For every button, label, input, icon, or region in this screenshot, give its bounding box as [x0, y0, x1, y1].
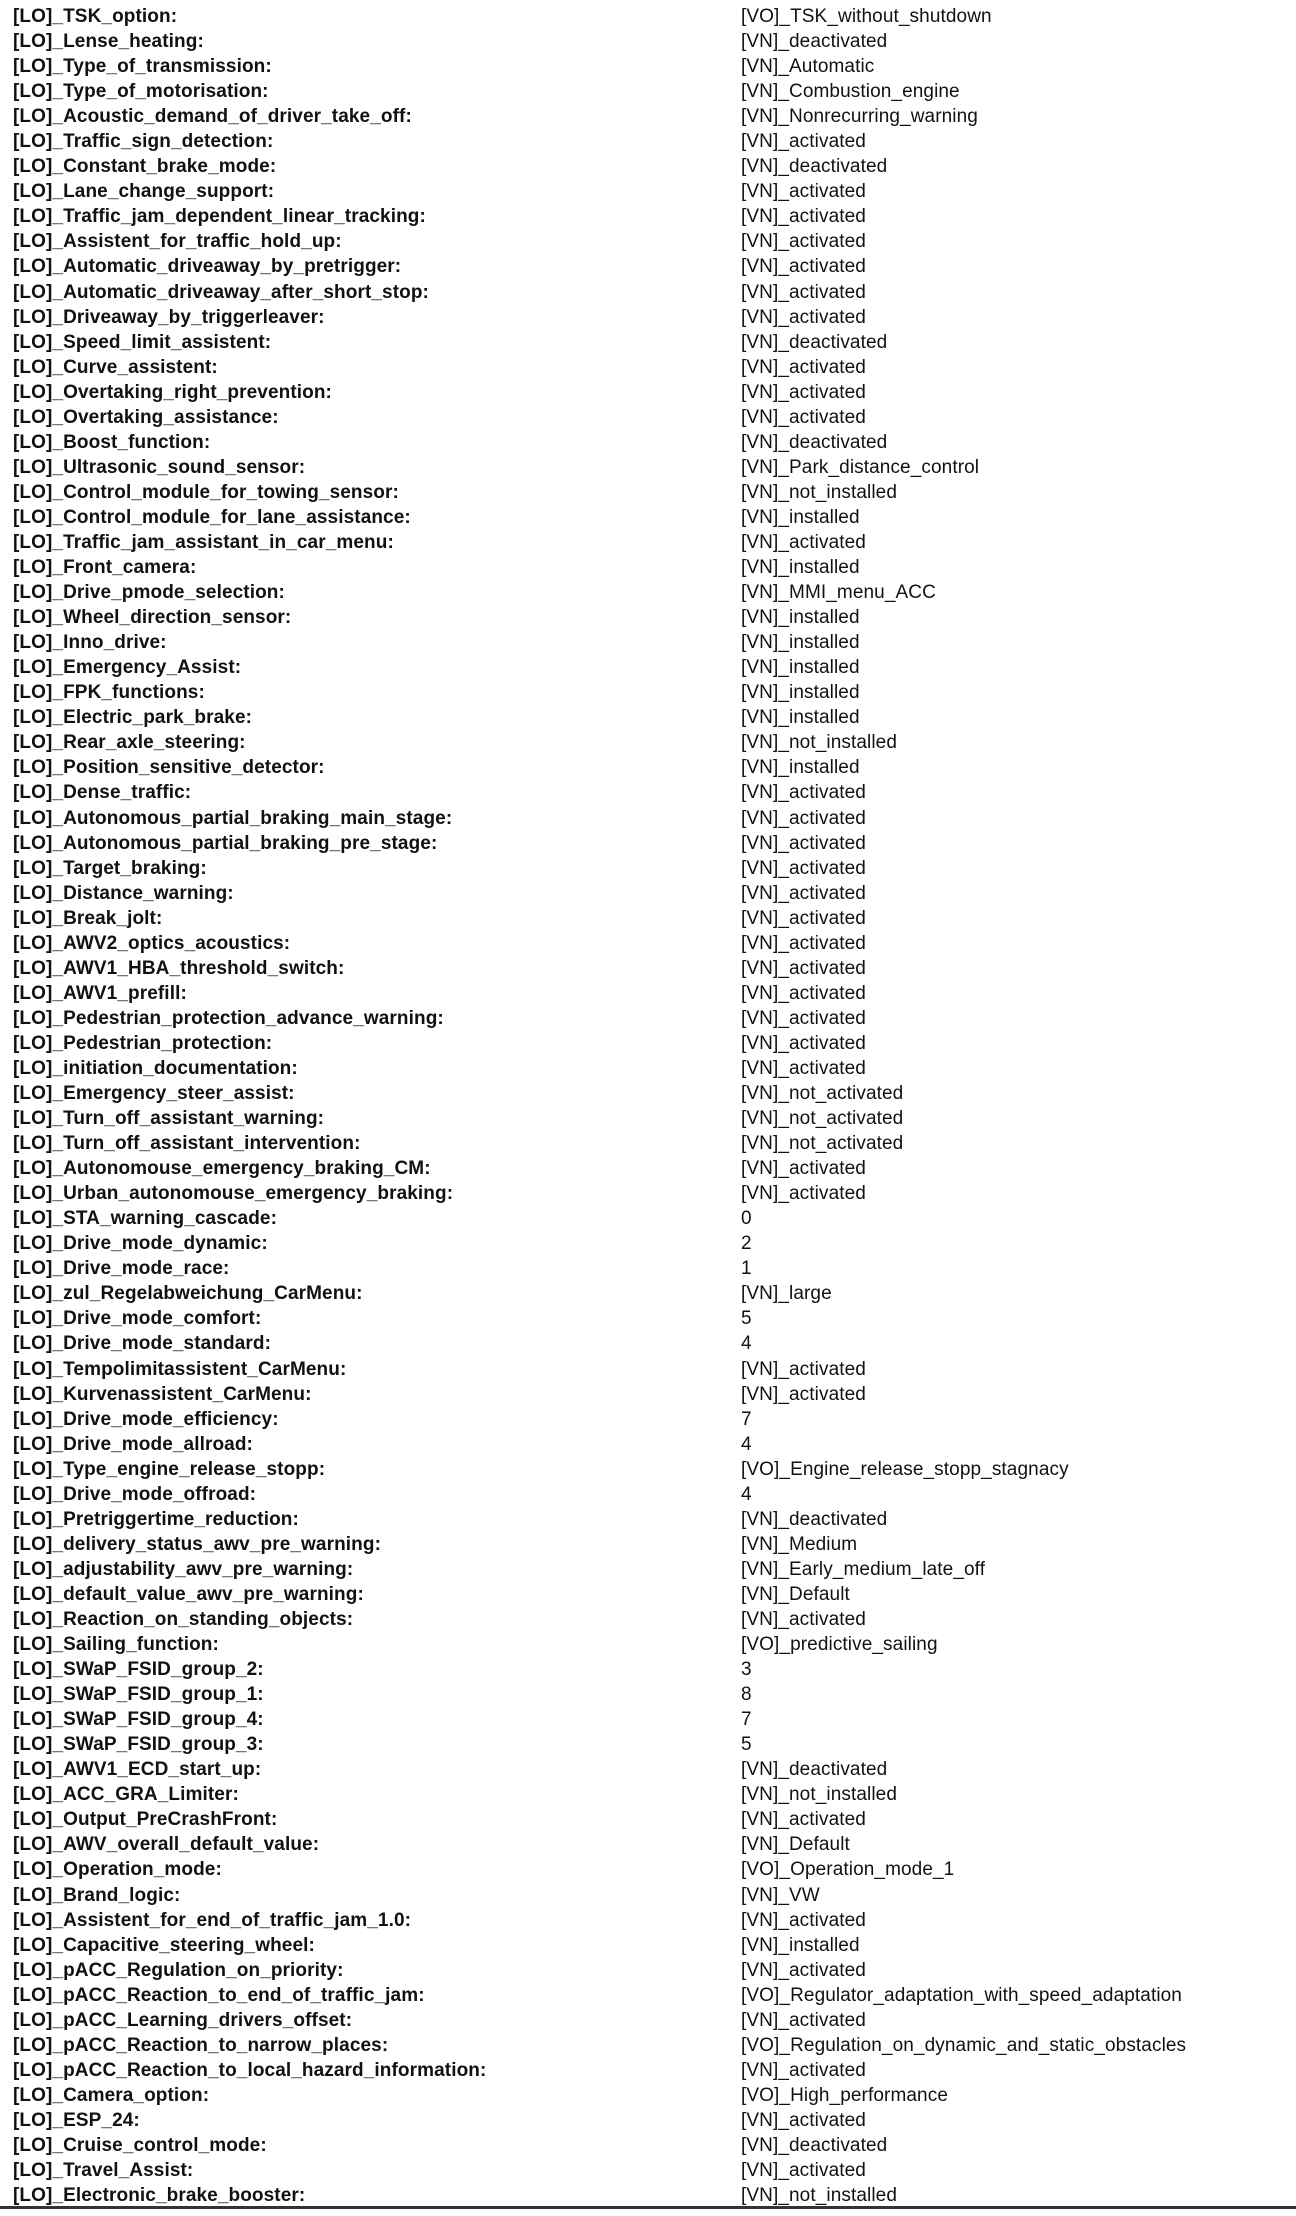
coding-option-value: [VN]_Combustion_engine [741, 81, 960, 103]
coding-option-value: [VN]_activated [741, 1057, 866, 1079]
coding-option-name: [LO]_SWaP_FSID_group_4: [13, 1709, 264, 1731]
coding-row [13, 229, 1283, 254]
coding-row [13, 380, 1283, 405]
coding-row [13, 2108, 1283, 2133]
coding-row [13, 1807, 1283, 1832]
coding-option-value: [VN]_deactivated [741, 2134, 888, 2156]
coding-option-name: [LO]_Overtaking_assistance: [13, 406, 279, 428]
coding-option-value: [VN]_activated [741, 1007, 866, 1029]
coding-option-value: [VN]_deactivated [741, 1508, 888, 1530]
coding-option-name: [LO]_Type_of_transmission: [13, 56, 272, 78]
coding-option-value: [VN]_not_installed [741, 481, 898, 503]
coding-option-value: [VN]_installed [741, 557, 860, 579]
coding-option-value: [VN]_not_activated [741, 1108, 904, 1130]
coding-option-value: 4 [741, 1433, 752, 1455]
coding-option-value: 7 [741, 1408, 752, 1430]
coding-row [13, 355, 1283, 380]
coding-option-value: [VN]_Early_medium_late_off [741, 1558, 986, 1580]
coding-option-name: [LO]_Overtaking_right_prevention: [13, 381, 332, 403]
coding-option-value: 5 [741, 1308, 752, 1330]
coding-row [13, 1256, 1283, 1281]
coding-option-name: [LO]_pACC_Reaction_to_narrow_places: [13, 2034, 389, 2056]
coding-option-value: [VN]_Nonrecurring_warning [741, 106, 978, 128]
coding-option-value: [VN]_activated [741, 531, 866, 553]
page-bottom-border [0, 2206, 1296, 2209]
coding-option-value: [VN]_activated [741, 907, 866, 929]
coding-option-name: [LO]_Autonomouse_emergency_braking_CM: [13, 1158, 431, 1180]
coding-option-value: [VN]_not_installed [741, 2185, 898, 2207]
coding-option-name: [LO]_Emergency_steer_assist: [13, 1083, 295, 1105]
coding-option-value: [VN]_Default [741, 1834, 850, 1856]
coding-row [13, 330, 1283, 355]
coding-option-value: [VN]_deactivated [741, 331, 888, 353]
coding-option-value: [VN]_Park_distance_control [741, 456, 980, 478]
coding-row [13, 705, 1283, 730]
coding-row [13, 906, 1283, 931]
coding-row [13, 505, 1283, 530]
coding-option-value: [VN]_not_activated [741, 1133, 904, 1155]
coding-option-value: [VN]_activated [741, 1183, 866, 1205]
coding-option-value: [VN]_activated [741, 406, 866, 428]
coding-row [13, 1757, 1283, 1782]
coding-option-name: [LO]_Automatic_driveaway_by_pretrigger: [13, 256, 402, 278]
coding-option-name: [LO]_Urban_autonomouse_emergency_braking: [13, 1183, 454, 1205]
coding-option-name: [LO]_AWV_overall_default_value: [13, 1834, 320, 1856]
coding-option-name: [LO]_Front_camera: [13, 557, 197, 579]
coding-option-name: [LO]_Reaction_on_standing_objects: [13, 1609, 354, 1630]
coding-option-value: [VN]_activated [741, 2009, 866, 2031]
coding-row [13, 405, 1283, 430]
coding-option-name: [LO]_Brand_logic: [13, 1884, 181, 1906]
coding-option-name: [LO]_Wheel_direction_sensor: [13, 607, 292, 629]
coding-option-value: [VN]_activated [741, 2059, 866, 2081]
coding-option-value: [VN]_activated [741, 231, 866, 253]
coding-option-value: [VN]_Default [741, 1583, 850, 1605]
coding-option-name: [LO]_STA_warning_cascade: [13, 1208, 278, 1230]
coding-row [13, 1081, 1283, 1106]
coding-option-name: [LO]_Dense_traffic: [13, 782, 192, 804]
coding-row [13, 1958, 1283, 1983]
coding-option-value: [VO]_TSK_without_shutdown [741, 6, 992, 27]
coding-option-value: [VN]_activated [741, 381, 866, 403]
coding-option-name: [LO]_Control_module_for_towing_sensor: [13, 481, 399, 503]
coding-row [13, 1832, 1283, 1857]
coding-option-name: [LO]_AWV1_ECD_start_up: [13, 1759, 262, 1781]
coding-option-name: [LO]_Curve_assistent: [13, 356, 218, 378]
coding-option-name: [LO]_Driveaway_by_triggerleaver: [13, 306, 325, 328]
coding-option-name: [LO]_Traffic_jam_dependent_linear_tracking: [13, 206, 426, 228]
coding-option-name: [LO]_Speed_limit_assistent: [13, 331, 272, 353]
coding-option-value: [VN]_activated [741, 1032, 866, 1054]
coding-option-name: [LO]_AWV2_optics_acoustics: [13, 932, 291, 954]
coding-row [13, 605, 1283, 630]
coding-option-value: [VN]_activated [741, 932, 866, 954]
coding-row [13, 104, 1283, 129]
coding-row [13, 1331, 1283, 1356]
coding-option-name: [LO]_Drive_mode_allroad: [13, 1433, 253, 1455]
coding-row [13, 655, 1283, 680]
coding-option-value: 4 [741, 1333, 752, 1355]
coding-option-name: [LO]_adjustability_awv_pre_warning: [13, 1558, 354, 1580]
coding-option-value: [VN]_activated [741, 957, 866, 979]
coding-option-value: [VN]_Automatic [741, 56, 875, 78]
coding-row [13, 280, 1283, 305]
coding-row [13, 2183, 1283, 2208]
coding-option-value: [VN]_MMI_menu_ACC [741, 582, 936, 604]
coding-option-name: [LO]_Acoustic_demand_of_driver_take_off: [13, 106, 412, 128]
coding-option-value: [VN]_installed [741, 632, 860, 654]
coding-row [13, 1457, 1283, 1482]
coding-option-name: [LO]_zul_Regelabweichung_CarMenu: [13, 1283, 363, 1305]
coding-row [13, 480, 1283, 505]
coding-option-value: 8 [741, 1684, 752, 1706]
coding-option-name: [LO]_pACC_Learning_drivers_offset: [13, 2009, 353, 2031]
coding-row [13, 1407, 1283, 1432]
coding-row [13, 2158, 1283, 2183]
coding-option-name: [LO]_Drive_pmode_selection: [13, 582, 285, 604]
coding-row [13, 254, 1283, 279]
coding-option-name: [LO]_Drive_mode_dynamic: [13, 1233, 268, 1255]
coding-row [13, 1357, 1283, 1382]
coding-option-name: [LO]_Pedestrian_protection_advance_warning: [13, 1007, 444, 1029]
coding-option-name: [LO]_Turn_off_assistant_intervention: [13, 1133, 361, 1155]
coding-option-name: [LO]_Autonomous_partial_braking_pre_stage: [13, 832, 438, 854]
coding-option-name: [LO]_Electric_park_brake: [13, 707, 253, 729]
coding-row [13, 2083, 1283, 2108]
coding-row [13, 1933, 1283, 1958]
coding-row [13, 580, 1283, 605]
coding-row [13, 1106, 1283, 1131]
coding-option-value: [VO]_predictive_sailing [741, 1634, 938, 1656]
coding-option-name: [LO]_Turn_off_assistant_warning: [13, 1108, 325, 1130]
coding-row [13, 1607, 1283, 1632]
coding-option-name: [LO]_Output_PreCrashFront: [13, 1809, 278, 1831]
coding-option-value: [VN]_installed [741, 707, 860, 729]
coding-row [13, 1857, 1283, 1882]
coding-option-value: [VN]_activated [741, 832, 866, 854]
coding-option-value: [VN]_activated [741, 2160, 866, 2182]
coding-row [13, 530, 1283, 555]
coding-option-value: [VN]_installed [741, 607, 860, 629]
coding-option-name: [LO]_AWV1_HBA_threshold_switch: [13, 957, 345, 979]
coding-option-name: [LO]_Travel_Assist: [13, 2160, 194, 2182]
coding-option-name: [LO]_Cruise_control_mode: [13, 2134, 267, 2156]
coding-option-name: [LO]_Operation_mode: [13, 1859, 222, 1881]
coding-row [13, 1156, 1283, 1181]
coding-row [13, 1281, 1283, 1306]
coding-row [13, 4, 1283, 29]
coding-option-name: [LO]_ACC_GRA_Limiter: [13, 1784, 239, 1806]
coding-option-value: [VN]_activated [741, 1609, 866, 1630]
coding-option-name: [LO]_Drive_mode_standard: [13, 1333, 272, 1355]
coding-option-value: [VN]_activated [741, 181, 866, 203]
coding-row [13, 1582, 1283, 1607]
coding-row [13, 1206, 1283, 1231]
coding-option-name: [LO]_Camera_option: [13, 2084, 210, 2106]
coding-option-value: [VN]_activated [741, 256, 866, 278]
coding-row [13, 1657, 1283, 1682]
coding-option-value: [VN]_Medium [741, 1533, 858, 1555]
coding-option-name: [LO]_Assistent_for_end_of_traffic_jam_1.0: [13, 1909, 412, 1931]
coding-option-name: [LO]_pACC_Reaction_to_local_hazard_information: [13, 2059, 487, 2081]
coding-row [13, 931, 1283, 956]
coding-row [13, 1632, 1283, 1657]
coding-option-name: [LO]_Pretriggertime_reduction: [13, 1508, 299, 1530]
coding-option-name: [LO]_Kurvenassistent_CarMenu: [13, 1383, 312, 1405]
coding-option-name: [LO]_FPK_functions: [13, 682, 205, 704]
coding-option-name: [LO]_Traffic_sign_detection: [13, 131, 274, 153]
coding-row [13, 755, 1283, 780]
coding-option-value: 2 [741, 1233, 752, 1255]
coding-option-value: [VN]_activated [741, 281, 866, 303]
coding-option-name: [LO]_Traffic_jam_assistant_in_car_menu: [13, 531, 394, 553]
coding-option-name: [LO]_Autonomous_partial_braking_main_stage: [13, 807, 453, 829]
coding-row [13, 455, 1283, 480]
coding-row [13, 806, 1283, 831]
coding-option-value: [VN]_activated [741, 782, 866, 804]
coding-row [13, 1432, 1283, 1457]
coding-option-name: [LO]_default_value_awv_pre_warning: [13, 1583, 364, 1605]
coding-option-name: [LO]_pACC_Reaction_to_end_of_traffic_jam: [13, 1984, 425, 2006]
coding-row [13, 1306, 1283, 1331]
coding-row [13, 680, 1283, 705]
coding-option-value: [VN]_activated [741, 206, 866, 228]
coding-option-name: [LO]_SWaP_FSID_group_2: [13, 1659, 264, 1681]
coding-row [13, 1682, 1283, 1707]
coding-option-value: 0 [741, 1208, 752, 1230]
coding-option-value: [VO]_High_performance [741, 2084, 948, 2106]
coding-option-name: [LO]_Drive_mode_race: [13, 1258, 230, 1280]
coding-option-value: [VN]_activated [741, 1358, 866, 1380]
coding-option-name: [LO]_delivery_status_awv_pre_warning: [13, 1533, 382, 1555]
coding-row [13, 1006, 1283, 1031]
coding-option-name: [LO]_pACC_Regulation_on_priority: [13, 1959, 344, 1981]
coding-option-value: [VO]_Operation_mode_1 [741, 1859, 955, 1881]
coding-option-value: 7 [741, 1709, 752, 1731]
coding-row [13, 2133, 1283, 2158]
coding-option-value: [VN]_VW [741, 1884, 820, 1906]
coding-option-value: [VN]_activated [741, 982, 866, 1004]
coding-option-value: [VO]_Regulation_on_dynamic_and_static_obstacles [741, 2034, 1187, 2056]
coding-option-name: [LO]_initiation_documentation: [13, 1057, 298, 1079]
coding-row [13, 1507, 1283, 1532]
coding-row [13, 1732, 1283, 1757]
coding-row [13, 129, 1283, 154]
coding-option-name: [LO]_Emergency_Assist: [13, 657, 242, 679]
coding-option-value: [VN]_activated [741, 356, 866, 378]
coding-option-value: 4 [741, 1483, 752, 1505]
coding-row [13, 1532, 1283, 1557]
coding-option-name: [LO]_SWaP_FSID_group_1: [13, 1684, 264, 1706]
coding-row [13, 1557, 1283, 1582]
coding-option-value: [VO]_Engine_release_stopp_stagnacy [741, 1458, 1069, 1480]
coding-option-name: [LO]_Capacitive_steering_wheel: [13, 1934, 315, 1956]
coding-option-name: [LO]_Control_module_for_lane_assistance: [13, 506, 411, 528]
coding-option-name: [LO]_Boost_function: [13, 431, 211, 453]
coding-option-value: [VN]_deactivated [741, 1759, 888, 1781]
coding-option-name: [LO]_Distance_warning: [13, 882, 234, 904]
coding-row [13, 780, 1283, 805]
coding-row [13, 430, 1283, 455]
coding-option-name: [LO]_Sailing_function: [13, 1634, 219, 1656]
coding-row [13, 79, 1283, 104]
coding-row [13, 29, 1283, 54]
coding-row [13, 1782, 1283, 1807]
coding-option-value: [VN]_large [741, 1283, 832, 1305]
coding-row [13, 1707, 1283, 1732]
coding-row [13, 555, 1283, 580]
coding-row [13, 956, 1283, 981]
coding-option-value: 3 [741, 1659, 752, 1681]
coding-option-name: [LO]_Break_jolt: [13, 907, 163, 929]
coding-option-name: [LO]_Ultrasonic_sound_sensor: [13, 456, 306, 478]
coding-option-name: [LO]_Lane_change_support: [13, 181, 275, 203]
coding-row [13, 1181, 1283, 1206]
coding-option-name: [LO]_Target_braking: [13, 857, 207, 879]
coding-row [13, 1883, 1283, 1908]
coding-option-value: [VN]_installed [741, 657, 860, 679]
coding-row [13, 1382, 1283, 1407]
coding-row [13, 179, 1283, 204]
coding-option-value: [VN]_activated [741, 306, 866, 328]
coding-option-name: [LO]_Drive_mode_offroad: [13, 1483, 257, 1505]
coding-row [13, 2033, 1283, 2058]
coding-row [13, 1983, 1283, 2008]
coding-row [13, 730, 1283, 755]
coding-row [13, 856, 1283, 881]
coding-option-name: [LO]_SWaP_FSID_group_3: [13, 1734, 264, 1756]
coding-option-value: [VN]_activated [741, 1809, 866, 1831]
coding-option-value: [VN]_activated [741, 882, 866, 904]
coding-option-name: [LO]_Automatic_driveaway_after_short_stop: [13, 281, 429, 303]
coding-option-value: [VN]_activated [741, 1158, 866, 1180]
coding-option-name: [LO]_Rear_axle_steering: [13, 732, 246, 754]
coding-option-value: 5 [741, 1734, 752, 1756]
coding-option-value: [VN]_deactivated [741, 156, 888, 178]
coding-option-name: [LO]_Inno_drive: [13, 632, 167, 654]
coding-option-value: [VN]_activated [741, 1959, 866, 1981]
coding-row [13, 2058, 1283, 2083]
coding-row [13, 831, 1283, 856]
coding-option-value: [VN]_not_installed [741, 1784, 898, 1806]
coding-option-name: [LO]_ESP_24: [13, 2109, 140, 2131]
coding-list [13, 4, 1283, 2208]
coding-row [13, 981, 1283, 1006]
coding-option-value: [VN]_installed [741, 682, 860, 704]
coding-option-name: [LO]_Drive_mode_efficiency: [13, 1408, 279, 1430]
coding-row [13, 881, 1283, 906]
coding-row [13, 2008, 1283, 2033]
coding-option-name: [LO]_Assistent_for_traffic_hold_up: [13, 231, 342, 253]
coding-option-value: [VN]_activated [741, 1383, 866, 1405]
coding-option-value: [VN]_installed [741, 506, 860, 528]
coding-row [13, 1056, 1283, 1081]
coding-row [13, 630, 1283, 655]
coding-option-value: 1 [741, 1258, 752, 1280]
coding-option-value: [VN]_not_activated [741, 1083, 904, 1105]
coding-option-name: [LO]_Type_engine_release_stopp: [13, 1458, 326, 1480]
coding-row [13, 1131, 1283, 1156]
coding-option-name: [LO]_Electronic_brake_booster: [13, 2185, 306, 2207]
coding-row [13, 1231, 1283, 1256]
coding-option-value: [VN]_not_installed [741, 732, 898, 754]
coding-option-name: [LO]_Constant_brake_mode: [13, 156, 277, 178]
coding-row [13, 305, 1283, 330]
coding-row [13, 1482, 1283, 1507]
coding-row [13, 154, 1283, 179]
coding-option-value: [VO]_Regulator_adaptation_with_speed_adaptation [741, 1984, 1182, 2006]
coding-option-value: [VN]_activated [741, 807, 866, 829]
coding-option-name: [LO]_Position_sensitive_detector: [13, 757, 325, 779]
coding-option-name: [LO]_Type_of_motorisation: [13, 81, 269, 103]
coding-option-value: [VN]_installed [741, 1934, 860, 1956]
coding-option-name: [LO]_TSK_option: [13, 6, 178, 27]
coding-option-value: [VN]_deactivated [741, 31, 888, 53]
coding-row [13, 54, 1283, 79]
coding-option-name: [LO]_Tempolimitassistent_CarMenu: [13, 1358, 347, 1380]
coding-row [13, 204, 1283, 229]
coding-option-value: [VN]_activated [741, 1909, 866, 1931]
coding-option-name: [LO]_Lense_heating: [13, 31, 204, 53]
coding-row [13, 1908, 1283, 1933]
coding-row [13, 1031, 1283, 1056]
coding-option-value: [VN]_activated [741, 131, 866, 153]
coding-option-name: [LO]_AWV1_prefill: [13, 982, 187, 1004]
coding-option-name: [LO]_Drive_mode_comfort: [13, 1308, 262, 1330]
coding-option-value: [VN]_activated [741, 2109, 866, 2131]
coding-option-value: [VN]_deactivated [741, 431, 888, 453]
coding-option-value: [VN]_activated [741, 857, 866, 879]
coding-option-name: [LO]_Pedestrian_protection: [13, 1032, 273, 1054]
coding-option-value: [VN]_installed [741, 757, 860, 779]
